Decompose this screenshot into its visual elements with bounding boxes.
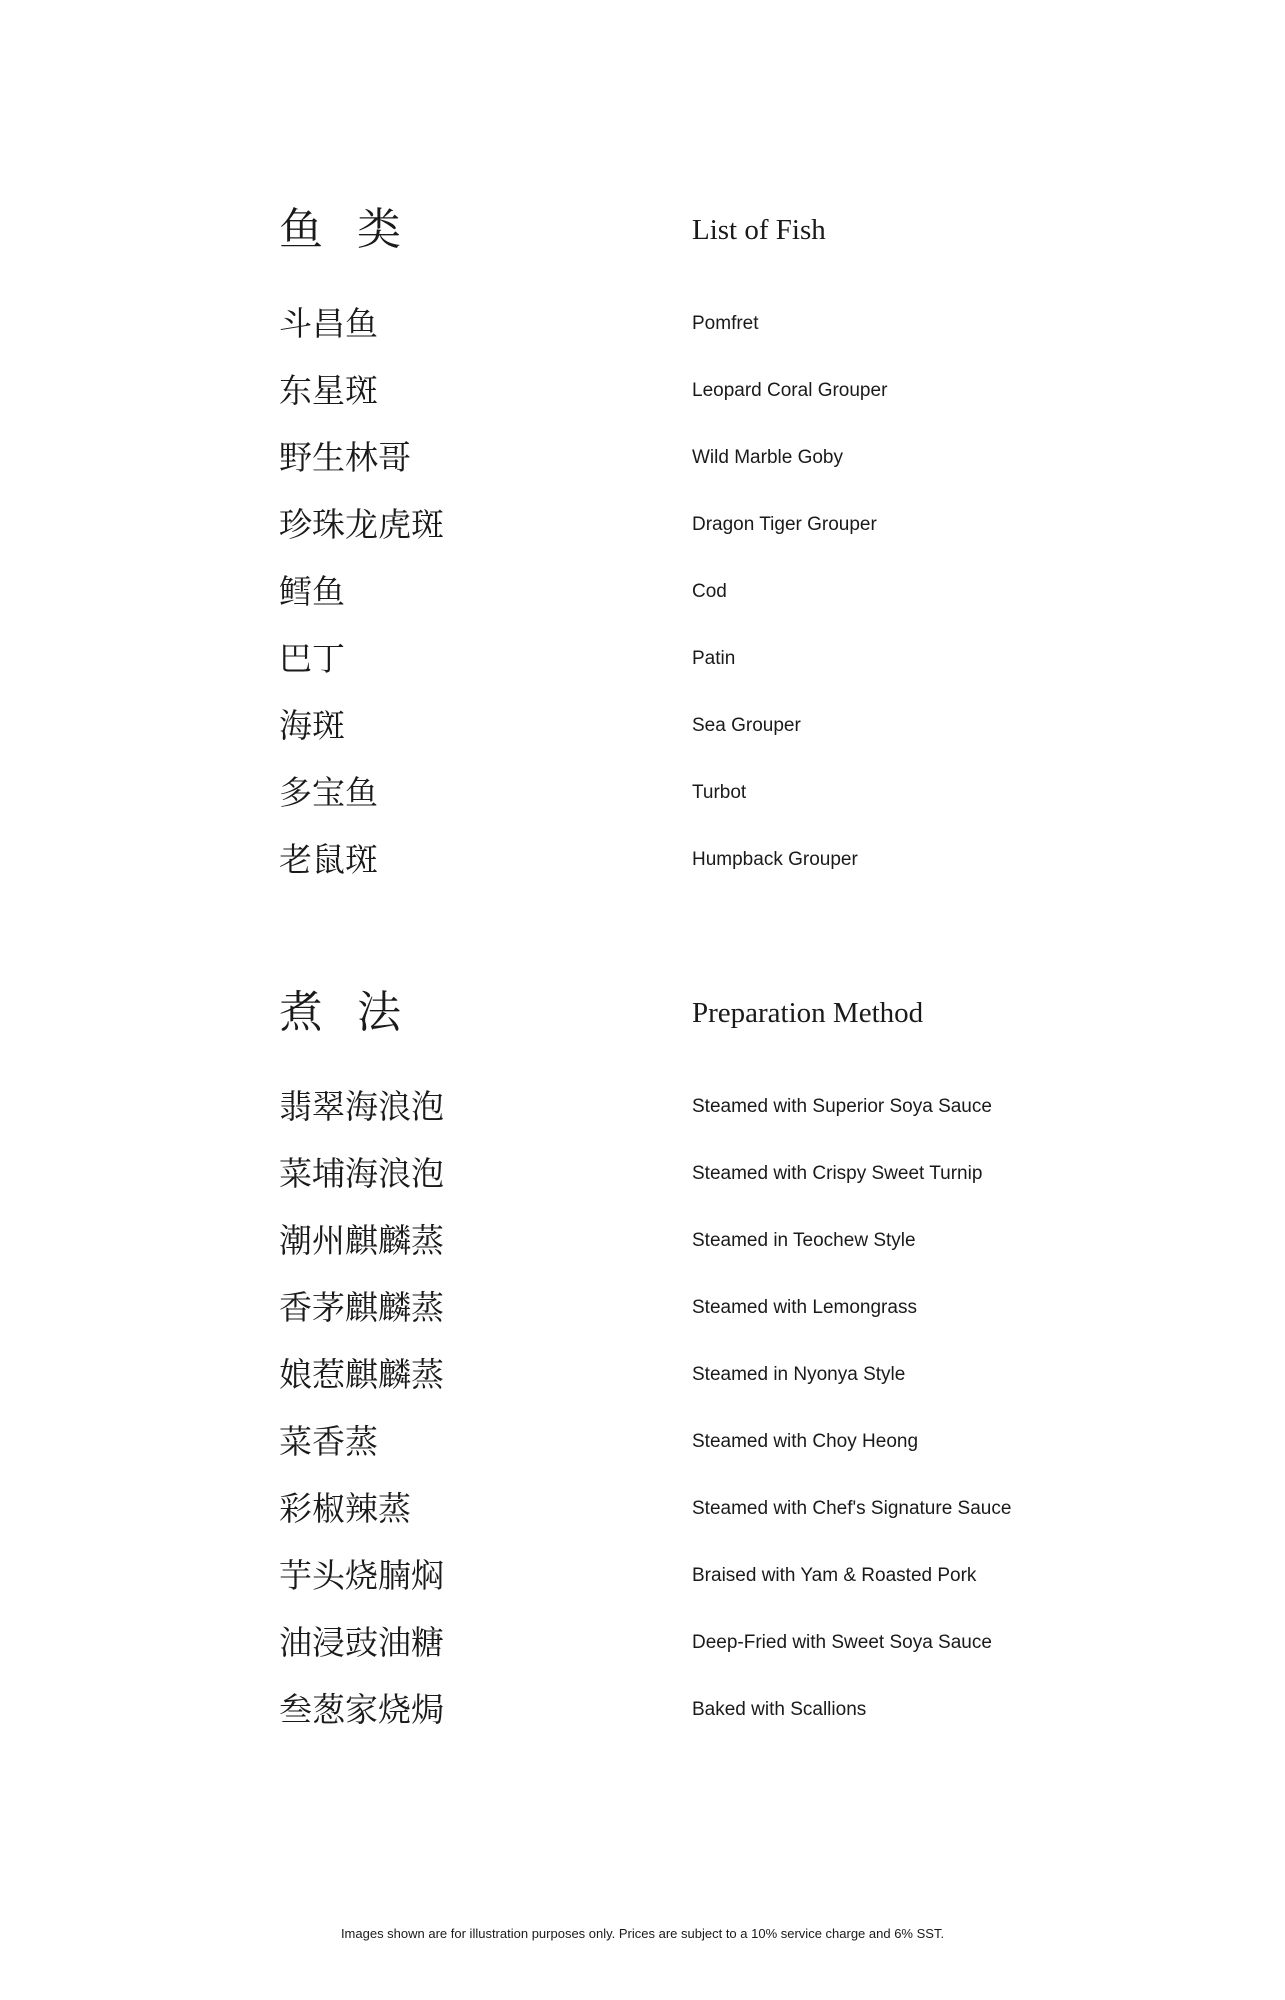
fish-name-zh: 老鼠斑 [279, 839, 378, 879]
fish-item [279, 558, 1079, 625]
fish-item [279, 826, 1079, 893]
prep-item [279, 1609, 1079, 1676]
prep-item [279, 1676, 1079, 1743]
fish-name-en: Wild Marble Goby [692, 446, 843, 468]
prep-name-zh: 娘惹麒麟蒸 [279, 1354, 444, 1394]
prep-name-en: Baked with Scallions [692, 1698, 867, 1720]
prep-item [279, 1475, 1079, 1542]
prep-name-zh: 翡翠海浪泡 [279, 1086, 444, 1126]
fish-name-zh: 巴丁 [279, 638, 345, 678]
fish-name-zh: 海斑 [279, 705, 345, 745]
prep-name-zh: 菜香蒸 [279, 1421, 378, 1461]
prep-section-title-en: Preparation Method [692, 997, 924, 1029]
fish-item [279, 692, 1079, 759]
prep-name-zh: 油浸豉油糖 [279, 1622, 444, 1662]
fish-name-en: Patin [692, 647, 736, 669]
prep-name-zh: 芋头烧腩焖 [279, 1555, 444, 1595]
fish-name-zh: 斗昌鱼 [279, 303, 378, 343]
prep-list [279, 1073, 1079, 1743]
fish-section-title-zh: 鱼 类 [279, 204, 411, 255]
fish-name-en: Humpback Grouper [692, 848, 858, 870]
prep-item [279, 1408, 1079, 1475]
fish-name-zh: 野生林哥 [279, 437, 411, 477]
fish-item [279, 290, 1079, 357]
fish-name-en: Cod [692, 580, 727, 602]
prep-name-zh: 叁葱家烧焗 [279, 1689, 444, 1729]
prep-item [279, 1207, 1079, 1274]
prep-name-en: Steamed with Choy Heong [692, 1430, 919, 1452]
preparation-method-section [279, 983, 1079, 1743]
fish-name-en: Turbot [692, 781, 747, 803]
fish-name-en: Sea Grouper [692, 714, 801, 736]
fish-name-en: Leopard Coral Grouper [692, 379, 888, 401]
fish-name-zh: 东星斑 [279, 370, 378, 410]
prep-name-zh: 香茅麒麟蒸 [279, 1287, 444, 1327]
prep-name-en: Steamed with Chef's Signature Sauce [692, 1497, 1012, 1519]
fish-name-en: Pomfret [692, 312, 759, 334]
fish-name-zh: 珍珠龙虎斑 [279, 504, 444, 544]
prep-item [279, 1274, 1079, 1341]
fish-item [279, 491, 1079, 558]
prep-item [279, 1341, 1079, 1408]
prep-section-header [279, 983, 1079, 1043]
prep-name-en: Steamed in Nyonya Style [692, 1363, 906, 1385]
prep-name-en: Steamed with Crispy Sweet Turnip [692, 1162, 983, 1184]
prep-name-zh: 菜埔海浪泡 [279, 1153, 444, 1193]
fish-list [279, 290, 1079, 893]
fish-item [279, 424, 1079, 491]
fish-name-en: Dragon Tiger Grouper [692, 513, 877, 535]
fish-section-header [279, 200, 1079, 260]
prep-name-zh: 彩椒辣蒸 [279, 1488, 411, 1528]
prep-section-title-zh: 煮 法 [279, 987, 411, 1038]
prep-name-en: Steamed in Teochew Style [692, 1229, 916, 1251]
prep-name-en: Steamed with Lemongrass [692, 1296, 917, 1318]
prep-name-en: Braised with Yam & Roasted Pork [692, 1564, 977, 1586]
fish-name-zh: 多宝鱼 [279, 772, 378, 812]
fish-list-section [279, 200, 1079, 893]
prep-name-zh: 潮州麒麟蒸 [279, 1220, 444, 1260]
fish-item [279, 357, 1079, 424]
footer-disclaimer: Images shown are for illustration purposes only. Prices are subject to a 10% service charge and 6% SST. [340, 1926, 945, 1941]
fish-section-title-en: List of Fish [692, 214, 826, 246]
fish-name-zh: 鳕鱼 [279, 571, 345, 611]
fish-item [279, 759, 1079, 826]
fish-item [279, 625, 1079, 692]
prep-item [279, 1542, 1079, 1609]
prep-name-en: Steamed with Superior Soya Sauce [692, 1095, 992, 1117]
prep-item [279, 1073, 1079, 1140]
prep-item [279, 1140, 1079, 1207]
prep-name-en: Deep-Fried with Sweet Soya Sauce [692, 1631, 992, 1653]
